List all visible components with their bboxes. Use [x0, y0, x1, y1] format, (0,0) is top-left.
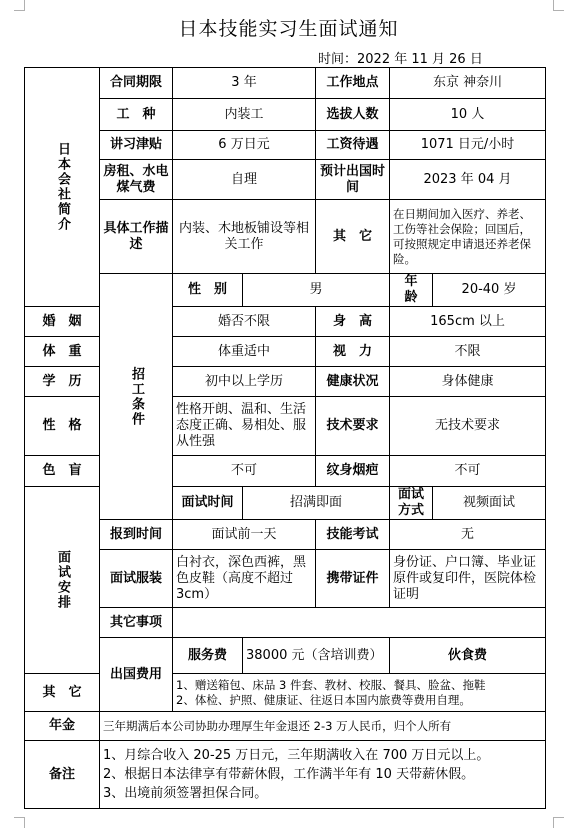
marriage-value: 婚否不限 [173, 307, 316, 337]
gender-value: 男 [243, 274, 390, 307]
departure-value: 2023 年 04 月 [390, 160, 546, 200]
fees-section-label: 出国费用 [100, 638, 173, 712]
fees-other-value [173, 674, 546, 712]
pension-value: 三年期满后本公司协助办理厚生年金退还 2-3 万人民币，归个人所有 [100, 712, 546, 741]
report-time-label: 报到时间 [100, 520, 173, 550]
age-label: 年 龄 [390, 274, 433, 307]
housing-value: 自理 [173, 160, 316, 200]
age-value: 20-40 岁 [433, 274, 546, 307]
skill-label: 技术要求 [316, 397, 390, 456]
company-other-value: 在日期间加入医疗、养老、工伤等社会保险；回国后，可按照规定申请退还养老保险。 [390, 200, 546, 274]
salary-value: 1071 日元/小时 [390, 131, 546, 160]
notes-line: 1、月综合收入 20-25 万日元，三年期满收入在 700 万日元以上。 [103, 748, 490, 763]
company-section-label: 日本会社简介 [25, 68, 100, 307]
interview-method-label: 面试方式 [390, 487, 433, 520]
personality-value: 性格开朗、温和、生活态度正确、易相处、服从性强 [173, 397, 316, 456]
headcount-value: 10 人 [390, 99, 546, 131]
health-value: 身体健康 [390, 367, 546, 397]
weight-label: 体 重 [25, 337, 100, 367]
notice-table [24, 67, 546, 809]
fees-other-line: 2、体检、护照、健康证、往返日本国内旅费等费用自理。 [176, 692, 471, 707]
notes-label: 备注 [25, 741, 100, 809]
interview-method-value: 视频面试 [433, 487, 546, 520]
pension-label: 年金 [25, 712, 100, 741]
documents-label: 携带证件 [316, 550, 390, 608]
interview-time-value: 招满即面 [243, 487, 390, 520]
fees-other-label: 其 它 [25, 674, 100, 712]
tattoo-label: 纹身烟疤 [316, 456, 390, 487]
marriage-label: 婚 姻 [25, 307, 100, 337]
skill-test-label: 技能考试 [316, 520, 390, 550]
service-fee-label: 服务费 [173, 638, 243, 674]
tattoo-value: 不可 [390, 456, 546, 487]
education-label: 学 历 [25, 367, 100, 397]
interview-time-label: 面试时间 [173, 487, 243, 520]
personality-label: 性 格 [25, 397, 100, 456]
notes-value [100, 741, 546, 809]
vision-label: 视 力 [316, 337, 390, 367]
location-value: 东京 神奈川 [390, 68, 546, 99]
location-label: 工作地点 [316, 68, 390, 99]
job-type-label: 工 种 [100, 99, 173, 131]
education-value: 初中以上学历 [173, 367, 316, 397]
health-label: 健康状况 [316, 367, 390, 397]
skill-test-value: 无 [390, 520, 546, 550]
weight-value: 体重适中 [173, 337, 316, 367]
service-fee-value: 38000 元（含培训费） [243, 638, 390, 674]
interview-section-label: 面试安排 [25, 487, 100, 674]
page-corner-mark [14, 0, 25, 11]
headcount-label: 选拔人数 [316, 99, 390, 131]
fees-other-line: 1、赠送箱包、床品 3 件套、教材、校服、餐具、脸盆、拖鞋 [176, 677, 486, 692]
requirements-section-label: 招工条件 [100, 274, 173, 520]
height-label: 身 高 [316, 307, 390, 337]
document-date: 时间：2022 年 11 月 26 日 [318, 52, 483, 67]
departure-label: 预计出国时间 [316, 160, 390, 200]
company-other-label: 其 它 [316, 200, 390, 274]
salary-label: 工资待遇 [316, 131, 390, 160]
job-desc-label: 具体工作描述 [100, 200, 173, 274]
meal-fee-label: 伙食费 [390, 638, 546, 674]
allowance-value: 6 万日元 [173, 131, 316, 160]
interview-other-value [173, 608, 546, 638]
vision-value: 不限 [390, 337, 546, 367]
dress-label: 面试服装 [100, 550, 173, 608]
report-time-value: 面试前一天 [173, 520, 316, 550]
page-corner-mark [553, 817, 564, 828]
contract-period-value: 3 年 [173, 68, 316, 99]
contract-period-label: 合同期限 [100, 68, 173, 99]
notes-line: 2、根据日本法律享有带薪休假，工作满半年有 10 天带薪休假。 [103, 767, 475, 782]
documents-value: 身份证、户口簿、毕业证原件或复印件，医院体检证明 [390, 550, 546, 608]
document-title: 日本技能实习生面试通知 [178, 18, 399, 40]
allowance-label: 讲习津贴 [100, 131, 173, 160]
interview-other-label: 其它事项 [100, 608, 173, 638]
gender-label: 性 别 [173, 274, 243, 307]
height-value: 165cm 以上 [390, 307, 546, 337]
colorblind-value: 不可 [173, 456, 316, 487]
skill-value: 无技术要求 [390, 397, 546, 456]
job-type-value: 内装工 [173, 99, 316, 131]
dress-value: 白衬衣，深色西裤，黑色皮鞋（高度不超过 3cm） [173, 550, 316, 608]
notes-line: 3、出境前须签署担保合同。 [103, 786, 268, 801]
colorblind-label: 色 盲 [25, 456, 100, 487]
page-corner-mark [553, 0, 564, 11]
job-desc-value: 内装、木地板铺设等相关工作 [173, 200, 316, 274]
page-corner-mark [14, 817, 25, 828]
housing-label: 房租、水电煤气费 [100, 160, 173, 200]
